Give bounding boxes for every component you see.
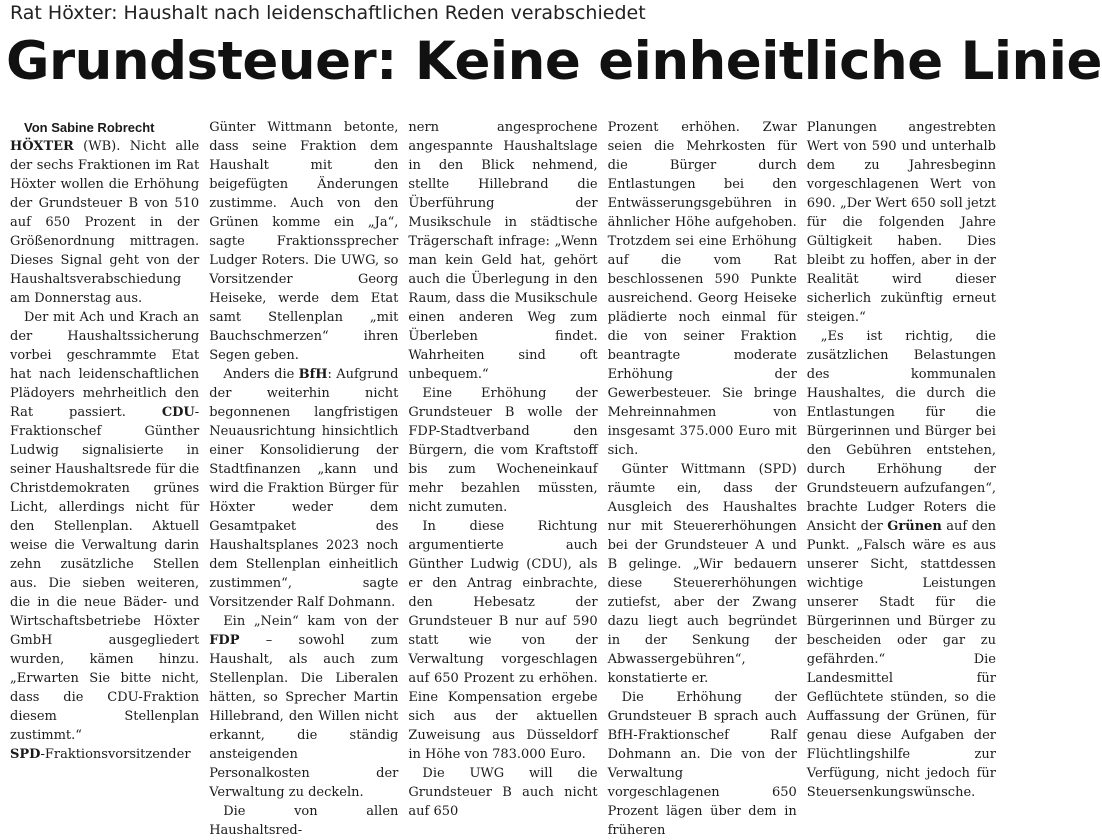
paragraph-text: -Fraktionschef Günther Ludwig signalisierte in seiner Haushaltsrede für die Christdemokraten grünes Licht, allerdings nicht für den Stellenplan. Aktuell weise die Verwaltung darin zehn zusätzliche Stellen aus. Die sieben weiteren, die in die neue Bäder- und Wirtschaftsbetriebe Höxter GmbH ausgegliedert wurden, kämen hinzu. „Erwarten Sie bitte nicht, dass die CDU-Fraktion diesem Stellenplan zustimmt.“ bbox=[10, 405, 200, 743]
party-name: BfH bbox=[298, 367, 328, 382]
paragraph: Planungen angestrebten Wert von 590 und unterhalb dem zu Jahresbeginn vorgeschlagenen Wert von 690. „Der Wert 650 soll jetzt für die folgenden Jahre Gültigkeit haben. Dies bleibt zu hoffen, aber in der Realität wird dieser sicherlich zukünftig erneut steigen.“ bbox=[806, 120, 996, 325]
party-name: CDU bbox=[161, 405, 195, 420]
column-3 bbox=[408, 118, 597, 840]
paragraph: In diese Richtung argumentierte auch Günther Ludwig (CDU), als er den Antrag einbrachte, den Hebesatz der Grundsteuer B nur auf 590 statt wie von der Verwaltung vorgeschlagen auf 650 Prozent zu erhöhen. Eine Kompensation ergebe sich aus der aktuellen Zuweisung aus Düsseldorf in Höhe von 783.000 Euro. bbox=[408, 519, 598, 762]
party-name: FDP bbox=[209, 633, 240, 648]
paragraph-text: – sowohl zum Haushalt, als auch zum Stellenplan. Die Liberalen hätten, so Sprecher Martin Hillebrand, den Willen nicht erkannt, die ständig ansteigenden Personalkosten der Verwaltung zu deckeln. bbox=[209, 633, 399, 800]
column-1 bbox=[10, 118, 199, 840]
paragraph bbox=[209, 365, 398, 612]
article-headline: Grundsteuer: Keine einheitliche Linie bbox=[6, 31, 1102, 92]
column-4 bbox=[608, 118, 797, 840]
column-2 bbox=[209, 118, 398, 840]
paragraph: Günter Wittmann betonte, dass seine Fraktion dem Haushalt mit den beigefügten Änderungen zustimme. Auch von den Grünen komme ein „Ja“, sagte Fraktionssprecher Ludger Roters. Die UWG, so Vorsitzender Georg Heiseke, werde dem Etat samt Stellenplan „mit Bauchschmerzen“ ihren Segen geben. bbox=[209, 120, 399, 363]
paragraph bbox=[209, 612, 398, 802]
paragraph bbox=[10, 137, 199, 308]
paragraph: Die UWG will die Grundsteuer B auch nicht auf 650 bbox=[408, 766, 598, 819]
paragraph: Günter Wittmann (SPD) räumte ein, dass der Ausgleich des Haushaltes nur mit Steuererhöhungen bei der Grundsteuer A und B gelinge. „Wir bedauern diese Steuererhöhungen zutiefst, aber der Zwang dazu liegt auch begründet in der Senkung der Abwassergebühren“, konstatierte er. bbox=[607, 462, 797, 686]
paragraph-text: -Fraktionsvorsitzender bbox=[40, 747, 191, 762]
party-name: SPD bbox=[10, 747, 41, 762]
paragraph-text: Anders die bbox=[223, 367, 299, 382]
paragraph-text: : Aufgrund der weiterhin nicht begonnenen langfristigen Neuausrichtung hinsichtlich einer Konsolidierung der Stadtfinanzen „kann und wird die Fraktion Bürger für Höxter weder dem Gesamtpaket des Haushaltsplanes 2023 noch dem Stellenplan einheitlich zustimmen“, sagte Vorsitzender Ralf Dohmann. bbox=[209, 367, 399, 610]
paragraph: nern angesprochene angespannte Haushaltslage in den Blick nehmend, stellte Hillebrand die Überführung der Musikschule in städtische Trägerschaft infrage: „Wenn man kein Geld hat, gehört auch die Überlegung in den Raum, dass die Musikschule einen anderen Weg zum Überleben findet. Wahrheiten sind oft unbequem.“ bbox=[408, 120, 598, 382]
paragraph bbox=[10, 308, 199, 745]
paragraph-text: auf den Punkt. „Falsch wäre es aus unserer Sicht, stattdessen wichtige Leistungen unserer Stadt für die Bürgerinnen und Bürger zu bescheiden oder gar zu gefährden.“ Die Landesmittel für Geflüchtete stünden, so die Auffassung der Grünen, für genau diese Aufgaben der Flüchtlingshilfe zur Verfügung, nicht jedoch für Steuersenkungswünsche. bbox=[806, 519, 996, 800]
paragraph: Die von allen Haushaltsred- bbox=[209, 804, 399, 838]
paragraph-text: Der mit Ach und Krach an der Haushaltssicherung vorbei geschrammte Etat hat nach leidenschaftlichen Plädoyers mehrheitlich den Rat passiert. bbox=[10, 310, 200, 420]
article-kicker: Rat Höxter: Haushalt nach leidenschaftlichen Reden verabschiedet bbox=[10, 2, 646, 24]
paragraph: Die Erhöhung der Grundsteuer B sprach auch BfH-Fraktionschef Ralf Dohmann an. Die von der Verwaltung vorgeschlagenen 650 Prozent lägen über dem in früheren bbox=[607, 690, 797, 838]
paragraph-text: (WB). Nicht alle der sechs Fraktionen im Rat Höxter wollen die Erhöhung der Grundsteuer B von 510 auf 650 Prozent in der Größenordnung mittragen. Dieses Signal geht von der Haushaltsverabschiedung am Donnerstag aus. bbox=[10, 139, 200, 306]
paragraph-text: „Es ist richtig, die zusätzlichen Belastungen des kommunalen Haushaltes, die durch die Entlastungen für die Bürgerinnen und Bürger bei den Gebühren entstehen, durch Erhöhung der Grundsteuern aufzufangen“, brachte Ludger Roters die Ansicht der bbox=[806, 329, 996, 534]
byline: Von Sabine Robrecht bbox=[24, 120, 155, 135]
column-5 bbox=[807, 118, 996, 840]
dateline: HÖXTER bbox=[10, 139, 74, 154]
paragraph bbox=[10, 745, 199, 764]
paragraph: Eine Erhöhung der Grundsteuer B wolle der FDP-Stadtverband den Bürgern, die vom Kraftstoff bis zum Wocheneinkauf mehr bezahlen müssten, nicht zumuten. bbox=[408, 386, 598, 515]
article-body bbox=[10, 118, 996, 838]
paragraph-text: Ein „Nein“ kam von der bbox=[223, 614, 399, 629]
paragraph: Prozent erhöhen. Zwar seien die Mehrkosten für die Bürger durch Entlastungen bei den Entwässerungsgebühren in ähnlicher Höhe aufgehoben. Trotzdem sei eine Erhöhung auf die vom Rat beschlossenen 590 Punkte ausreichend. Georg Heiseke plädierte noch einmal für die von seiner Fraktion beantragte moderate Erhöhung der Gewerbesteuer. Sie bringe Mehreinnahmen von insgesamt 375.000 Euro mit sich. bbox=[607, 120, 797, 458]
paragraph bbox=[807, 327, 996, 802]
party-name: Grünen bbox=[887, 519, 942, 534]
